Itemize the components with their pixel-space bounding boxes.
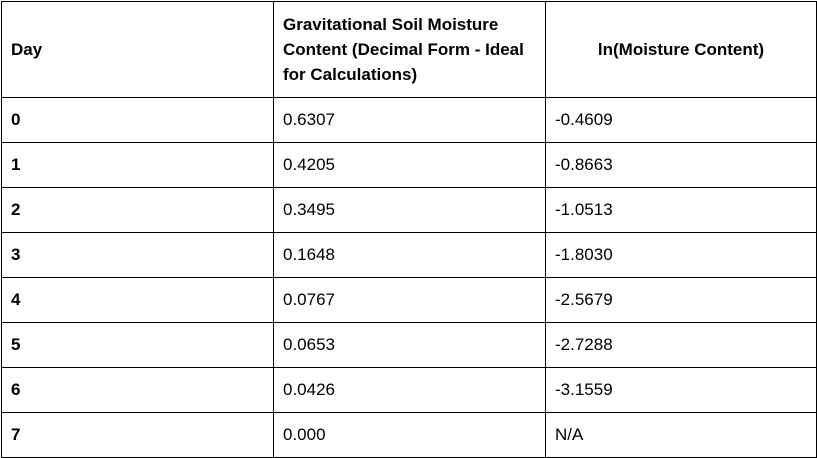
cell-moisture: 0.3495 — [274, 188, 546, 233]
table-row — [2, 188, 817, 233]
cell-day: 3 — [2, 233, 274, 278]
table-header-row — [2, 2, 817, 98]
cell-ln-moisture: -1.8030 — [546, 233, 817, 278]
table-row — [2, 98, 817, 143]
table-row — [2, 413, 817, 458]
table-row — [2, 233, 817, 278]
cell-moisture: 0.000 — [274, 413, 546, 458]
moisture-data-table — [1, 1, 817, 458]
cell-moisture: 0.0767 — [274, 278, 546, 323]
cell-ln-moisture: -2.5679 — [546, 278, 817, 323]
cell-moisture: 0.4205 — [274, 143, 546, 188]
cell-ln-moisture: N/A — [546, 413, 817, 458]
table-row — [2, 368, 817, 413]
cell-day: 6 — [2, 368, 274, 413]
cell-moisture: 0.0653 — [274, 323, 546, 368]
cell-moisture: 0.6307 — [274, 98, 546, 143]
table-row — [2, 323, 817, 368]
cell-ln-moisture: -2.7288 — [546, 323, 817, 368]
header-day: Day — [2, 2, 274, 98]
cell-day: 5 — [2, 323, 274, 368]
header-moisture-content: Gravitational Soil Moisture Content (Decimal Form - Ideal for Calculations) — [274, 2, 546, 98]
cell-day: 1 — [2, 143, 274, 188]
cell-ln-moisture: -0.8663 — [546, 143, 817, 188]
cell-moisture: 0.1648 — [274, 233, 546, 278]
cell-day: 4 — [2, 278, 274, 323]
cell-ln-moisture: -3.1559 — [546, 368, 817, 413]
cell-day: 7 — [2, 413, 274, 458]
cell-day: 2 — [2, 188, 274, 233]
cell-ln-moisture: -1.0513 — [546, 188, 817, 233]
cell-ln-moisture: -0.4609 — [546, 98, 817, 143]
cell-day: 0 — [2, 98, 274, 143]
cell-moisture: 0.0426 — [274, 368, 546, 413]
table-row — [2, 278, 817, 323]
table-row — [2, 143, 817, 188]
header-ln-moisture-content: ln(Moisture Content) — [546, 2, 817, 98]
